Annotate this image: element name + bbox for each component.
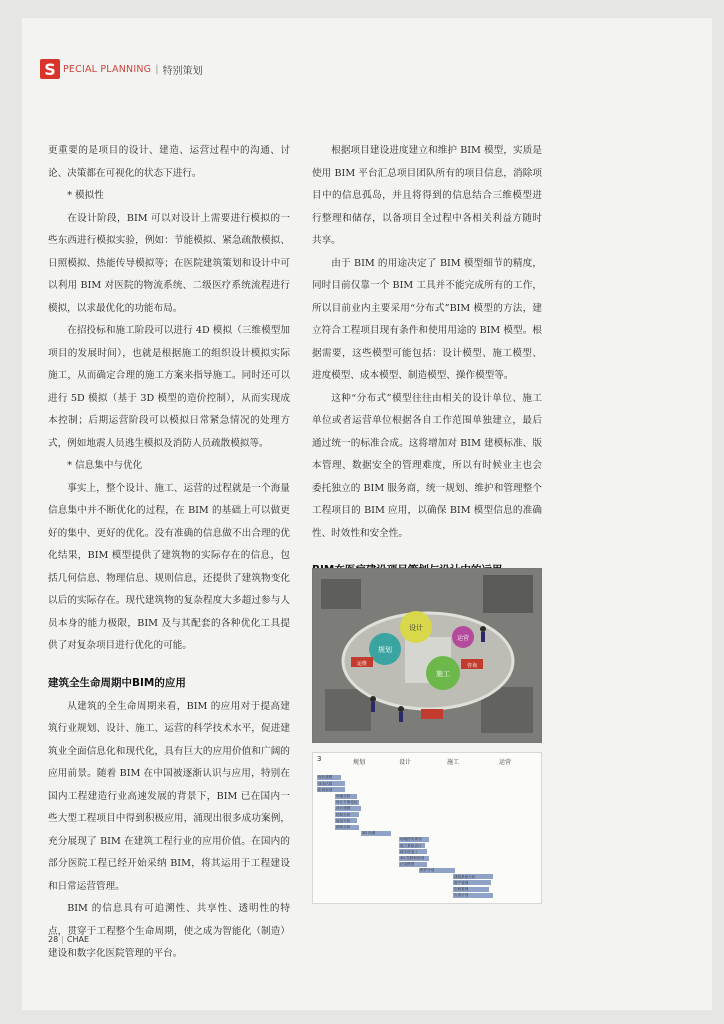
journal-name: CHAE [66, 935, 90, 944]
chart-bar-label: 维护计划 [420, 868, 435, 873]
chart-bar-label: 3D 协调 [362, 831, 376, 836]
left-column [48, 140, 290, 966]
chart-bar-label: 照明分析 [336, 824, 351, 829]
bim-application-chart [312, 752, 542, 904]
chart-bar-label: 3D 控制和规划 [400, 855, 425, 860]
page-footer [48, 935, 89, 944]
node-label: 施工 [436, 670, 450, 678]
paragraph: 更重要的是项目的设计、建造、运营过程中的沟通、讨论、决策都在可视化的状态下进行。 [48, 145, 290, 179]
lifecycle-image [313, 569, 542, 743]
chart-bar-label: 结构分析 [336, 812, 351, 817]
paragraph: 事实上，整个设计、施工、运营的过程就是一个海量信息集中并不断优化的过程，在 BIM 的基础上可以做更好的集中、更好的优化。没有准确的信息做不出合理的优化结果，BIM 模型提供了建筑物的实际存在的信息，包括几何信息、物理信息、规则信息，还提供了建筑物变化以后的实际存在。现代建筑物的复杂程度大多超过参与人员本身的能力极限，BIM 及与其配套的各种优化工具提供了对复杂项目进行优化的可能。 [48, 482, 290, 651]
chart-bar-label: 数字化加工 [400, 849, 418, 854]
paragraph: 由于 BIM 的用途决定了 BIM 模型细节的精度，同时目前仅靠一个 BIM 工具并不能完成所有的工作，所以目前业内主要采用“分布式”BIM 模型的方法，建立符合工程项目现有条件和使用用途的 BIM 模型。根据需要，这些模型可能包括：设计模型、施工模型、进度模型、成本模型、制造模型、操作模型等。 [312, 257, 542, 381]
paragraph: BIM 的信息具有可追溯性、共享性、透明性的特点，贯穿于工程整个生命周期，使之成为智能化（制造）建设和数字化医院管理的平台。 [48, 903, 290, 959]
chart-bar-label: 现状建模 [318, 775, 333, 780]
chart-bar-label: 灾害计划 [454, 893, 469, 898]
subheading-information: * 信息集中与优化 [67, 460, 143, 471]
logo-text: PECIAL PLANNING [63, 63, 152, 75]
tag-label: 运维 [356, 661, 368, 667]
chart-bar-label: 资产管理 [454, 880, 469, 885]
chart-bar-label: 记录模型 [400, 862, 415, 867]
chart-bar-label: 施工系统设计 [400, 843, 422, 848]
paragraph: 从建筑的全生命周期来看，BIM 的应用对于提高建筑行业规划、设计、施工、运营的科学技术水平，促进建筑业全面信息化和现代化，具有巨大的应用价值和广阔的应用前景。随着 BIM 在中国被逐渐认识与应用，特别在国内工程建造行业高速发展的背景下，BIM 已在国内一些大型工程项目中得到积极应用，涌现出很多成功案例，充分展现了 BIM 在建筑工程行业的应用价值。在国内的部分医院工程已经开始采纳 BIM，将其运用于工程建设和日常运营管理。 [48, 700, 290, 892]
chart-bar-label: 能量分析 [336, 818, 351, 823]
phase-construction: 施工 [447, 759, 460, 766]
paragraph: 在设计阶段，BIM 可以对设计上需要进行模拟的一些东西进行模拟实验，例如：节能模拟、紧急疏散模拟、日照模拟、热能传导模拟等；在医院建筑策划和设计中可以利用 BIM 对医院的物流系统、二级医疗系统流程进行模拟，以求最优化的功能布局。 [48, 212, 290, 314]
subheading-simulation: * 模拟性 [67, 190, 104, 201]
chart-bar-label: 空间管理 [454, 886, 469, 891]
chart-bar-label: 成本估算 [318, 781, 333, 786]
chart-bar-label: 设计建模 [336, 806, 351, 811]
phase-header-row [313, 757, 541, 769]
chart-bar-label: 场地分析 [336, 793, 351, 798]
paragraph: 在招投标和施工阶段可以进行 4D 模拟（三维模型加项目的发展时间），也就是根据施工的组织设计模拟实际施工，从而确定合理的施工方案来指导施工。同时还可以进行 5D 模拟（基于 3D 模型的造价控制），从而实现成本控制；后期运营阶段可以模拟日常紧急情况的处理方式，例如地震人员逃生模拟及消防人员疏散模拟等。 [48, 325, 290, 449]
chart-bar-label: 设计方案论证 [336, 800, 358, 805]
special-planning-logo: S [40, 59, 60, 79]
chart-tag [421, 709, 443, 719]
phase-operation: 运营 [499, 759, 512, 766]
phase-design: 设计 [399, 759, 412, 766]
chart-bar-label: 阶段规划 [318, 787, 333, 792]
node-label: 规划 [378, 646, 392, 654]
node-label: 运营 [456, 635, 470, 642]
phase-planning: 规划 [353, 759, 366, 766]
bim-lifecycle-illustration [312, 568, 542, 743]
paragraph: 根据项目建设进度建立和维护 BIM 模型，实质是使用 BIM 平台汇总项目团队所有的项目信息，消除项目中的信息孤岛，并且将得到的信息结合三维模型进行整理和储存，以备项目全过程中各相关利益方随时共享。 [312, 145, 542, 246]
section-header [40, 58, 203, 80]
node-label: 设计 [409, 624, 423, 632]
footer-separator: | [61, 935, 64, 944]
page-number: 28 [48, 935, 59, 944]
figure-number: 3 [317, 755, 322, 763]
header-separator: | [155, 63, 159, 75]
chart-bar-label: 场地使用规划 [400, 837, 422, 842]
section-title: 特别策划 [162, 65, 203, 77]
section-heading-lifecycle: 建筑全生命周期中BIM的应用 [48, 676, 186, 689]
right-column [312, 140, 542, 628]
paragraph: 这种“分布式”模型往往由相关的设计单位、施工单位或者运营单位根据各自工作范围单独建立，最后通过统一的标准合成。这将增加对 BIM 建模标准、版本管理、数据安全的管理难度，所以有时候业主也会委托独立的 BIM 服务商，统一规划、维护和管理整个工程项目的 BIM 应用，以确保 BIM 模型信息的准确性、时效性和安全性。 [312, 392, 542, 539]
chart-bar-label: 建筑系统分析 [454, 874, 476, 879]
tag-label: 咨询 [466, 663, 478, 669]
